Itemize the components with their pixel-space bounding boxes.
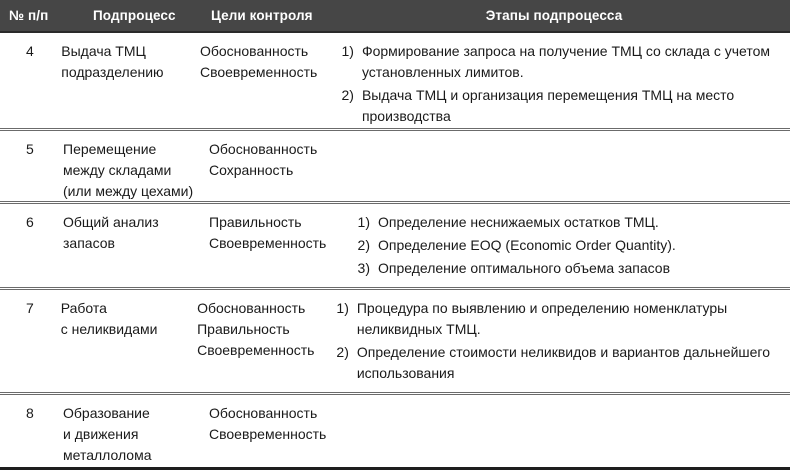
step-text bbox=[378, 212, 790, 233]
subprocess-line: металлолома bbox=[63, 447, 152, 463]
table-header bbox=[0, 0, 790, 33]
step-item bbox=[332, 85, 790, 127]
row-subprocess bbox=[60, 131, 208, 201]
step-line: Определение стоимости неликвидов и вариантов дальнейшего bbox=[356, 344, 770, 360]
row-goals bbox=[199, 33, 332, 128]
row-goals bbox=[208, 131, 348, 201]
step-number: 1) bbox=[357, 214, 370, 230]
step-line: неликвидных ТМЦ. bbox=[356, 321, 481, 337]
subprocess-line: запасов bbox=[63, 235, 115, 251]
step-text bbox=[378, 235, 790, 256]
table-row bbox=[0, 395, 790, 470]
row-subprocess bbox=[60, 395, 208, 467]
row-steps bbox=[348, 204, 790, 287]
step-item bbox=[348, 235, 790, 256]
row-subprocess bbox=[60, 204, 208, 287]
subprocess-line: и движения bbox=[63, 426, 139, 442]
step-text bbox=[362, 41, 790, 83]
step-line: производства bbox=[361, 108, 451, 124]
goal-line: Своевременность bbox=[209, 235, 327, 251]
subprocess-line: Перемещение bbox=[63, 141, 157, 157]
row-num: 8 bbox=[26, 405, 34, 421]
goal-line: Обоснованность bbox=[209, 141, 318, 157]
subprocess-line: Образование bbox=[63, 405, 150, 421]
step-number: 1) bbox=[341, 43, 354, 59]
goal-line: Обоснованность bbox=[199, 43, 309, 59]
subprocess-line: Выдача ТМЦ bbox=[61, 43, 146, 59]
goal-line: Обоснованность bbox=[197, 300, 306, 316]
step-number: 2) bbox=[341, 87, 354, 103]
subprocess-line: между складами bbox=[63, 162, 172, 178]
row-num: 6 bbox=[26, 214, 34, 230]
step-line: установленных лимитов. bbox=[361, 64, 524, 80]
row-steps bbox=[348, 131, 790, 201]
header-subprocess: Подпроцесс bbox=[93, 8, 176, 23]
step-number: 2) bbox=[336, 344, 349, 360]
step-line: Определение оптимального объема запасов bbox=[378, 260, 671, 276]
step-line: Определение EOQ (Economic Order Quantity). bbox=[378, 237, 676, 253]
table-row bbox=[0, 290, 790, 395]
table-row bbox=[0, 204, 790, 290]
step-line: Определение неснижаемых остатков ТМЦ. bbox=[378, 214, 659, 230]
step-line: Выдача ТМЦ и организация перемещения ТМЦ на место bbox=[361, 87, 735, 103]
goal-line: Правильность bbox=[197, 321, 290, 337]
row-steps bbox=[332, 33, 790, 128]
step-item bbox=[348, 212, 790, 233]
header-goals: Цели контроля bbox=[211, 8, 313, 23]
row-steps bbox=[348, 395, 790, 467]
step-item bbox=[327, 342, 790, 384]
row-goals bbox=[196, 290, 327, 392]
goal-line: Своевременность bbox=[209, 426, 327, 442]
step-item bbox=[332, 41, 790, 83]
step-text bbox=[357, 342, 790, 384]
row-subprocess bbox=[58, 33, 199, 128]
goal-line: Обоснованность bbox=[209, 405, 318, 421]
row-steps bbox=[327, 290, 790, 392]
step-line: Формирование запроса на получение ТМЦ со склада с учетом bbox=[361, 43, 770, 59]
header-steps: Этапы подпроцесса bbox=[485, 8, 623, 23]
step-line: Процедура по выявлению и определению номенклатуры bbox=[356, 300, 728, 316]
step-text bbox=[362, 85, 790, 127]
table-row bbox=[0, 33, 790, 131]
step-item bbox=[327, 298, 790, 340]
step-text bbox=[357, 298, 790, 340]
goal-line: Своевременность bbox=[197, 342, 315, 358]
row-subprocess bbox=[58, 290, 196, 392]
step-number: 1) bbox=[336, 300, 349, 316]
goal-line: Своевременность bbox=[199, 64, 318, 80]
table-row bbox=[0, 131, 790, 204]
header-num: № п/п bbox=[9, 8, 49, 23]
subprocess-line: с неликвидами bbox=[60, 321, 158, 337]
step-number: 2) bbox=[357, 237, 370, 253]
subprocess-line: (или между цехами) bbox=[63, 183, 194, 199]
subprocess-line: Общий анализ bbox=[63, 214, 159, 230]
goal-line: Сохранность bbox=[209, 162, 294, 178]
step-number: 3) bbox=[357, 260, 370, 276]
goal-line: Правильность bbox=[209, 214, 302, 230]
subprocess-line: Работа bbox=[60, 300, 107, 316]
row-num: 4 bbox=[26, 43, 34, 59]
row-goals bbox=[208, 395, 348, 467]
step-item bbox=[348, 258, 790, 279]
row-num: 7 bbox=[26, 300, 34, 316]
row-num: 5 bbox=[26, 141, 34, 157]
step-text bbox=[378, 258, 790, 279]
row-goals bbox=[208, 204, 348, 287]
subprocess-line: подразделению bbox=[61, 64, 164, 80]
step-line: использования bbox=[356, 365, 455, 381]
